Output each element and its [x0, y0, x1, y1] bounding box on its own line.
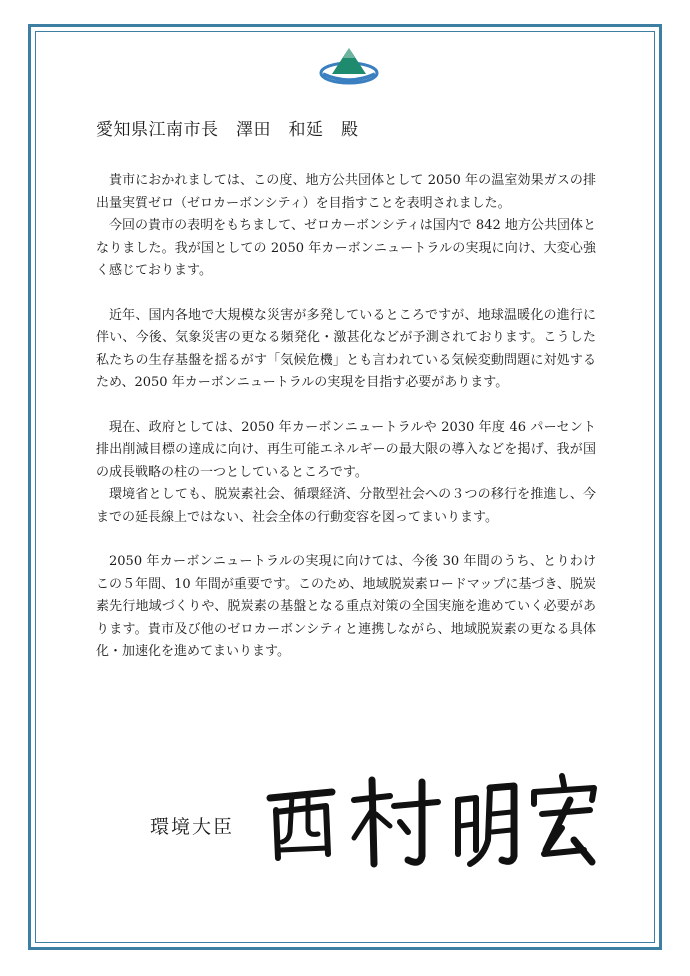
paragraph: 現在、政府としては、2050 年カーボンニュートラルや 2030 年度 46 パーセント排出削減目標の達成に向け、再生可能エネルギーの最大限の導入などを掲げ、我が国の成長戦略の柱の一つとしているところです。 — [96, 419, 596, 480]
ministry-logo-icon — [318, 46, 380, 90]
handwritten-signature — [262, 770, 602, 870]
signature-block — [150, 770, 600, 870]
letter-body — [96, 170, 596, 664]
paragraph: 今回の貴市の表明をもちまして、ゼロカーボンシティは国内で 842 地方公共団体となりました。我が国としての 2050 年カーボンニュートラルの実現に向け、大変心強く感じております。 — [96, 218, 596, 278]
paragraph: 2050 年カーボンニュートラルの実現に向けては、今後 30 年間のうち、とりわけこの５年間、10 年間が重要です。このため、地域脱炭素ロードマップに基づき、脱炭素先行地域づくりや、脱炭素の基盤となる重点対策の全国実施を進めていく必要があります。貴市及び他のゼロカーボンシティと連携しながら、地域脱炭素の更なる具体化・加速化を進めてまいります。 — [96, 554, 596, 659]
addressee: 愛知県江南市長 澤田 和延 殿 — [96, 120, 359, 140]
signatory-title: 環境大臣 — [150, 816, 235, 838]
paragraph: 環境省としても、脱炭素社会、循環経済、分散型社会への３つの移行を推進し、今までの延長線上ではない、社会全体の行動変容を図ってまいります。 — [96, 487, 596, 525]
paragraph: 近年、国内各地で大規模な災害が多発しているところですが、地球温暖化の進行に伴い、今後、気象災害の更なる頻発化・激甚化などが予測されております。こうした私たちの生存基盤を揺るがす「気候危機」とも言われている気候変動問題に対処するため、2050 年カーボンニュートラルの実現を目指す必要があります。 — [96, 307, 596, 390]
paragraph: 貴市におかれましては、この度、地方公共団体として 2050 年の温室効果ガスの排出量実質ゼロ（ゼロカーボンシティ）を目指すことを表明されました。 — [96, 173, 596, 211]
